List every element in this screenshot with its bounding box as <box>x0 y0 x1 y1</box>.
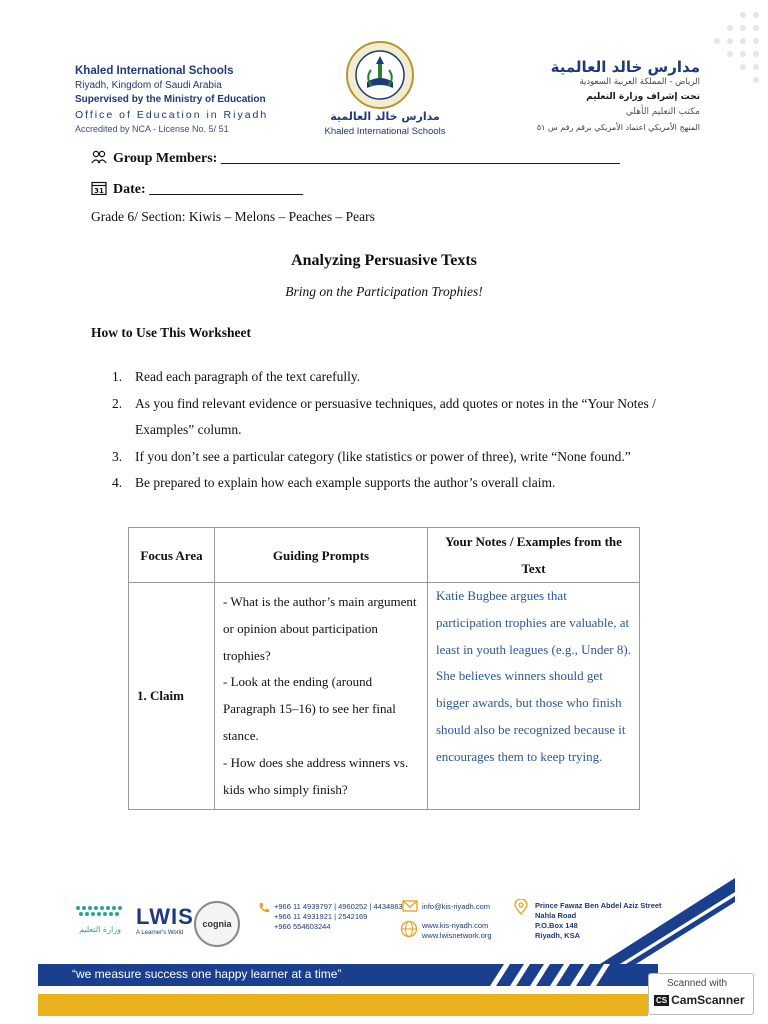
focus-area-cell: 1. Claim <box>129 583 215 810</box>
footer-websites[interactable]: www.kis-riyadh.com www.lwisnetwork.org <box>422 921 492 940</box>
globe-icon <box>400 920 418 938</box>
logo-arabic-name: مدارس خالد العالمية <box>330 110 440 123</box>
office-arabic: مكتب التعليم الأهلي <box>625 107 700 117</box>
analysis-table <box>128 527 640 810</box>
svg-text:31: 31 <box>94 187 104 195</box>
prompt-line: - How does she address winners vs. kids who simply finish? <box>223 754 409 797</box>
list-item: 1. Read each paragraph of the text carefully. <box>112 369 361 384</box>
slogan-bar-stripes <box>470 964 660 986</box>
license-arabic: المنهج الأمريكي اعتماد الأمريكي برقم رقم س ٥١ <box>536 123 700 132</box>
calendar-icon <box>91 181 107 195</box>
school-name-arabic: مدارس خالد العالمية <box>550 58 700 76</box>
svg-text:وزارة التعليم: وزارة التعليم <box>79 925 121 934</box>
footer-address: Prince Fawaz Ben Abdel Aziz Street Nahla Road P.O.Box 148 Riyadh, KSA <box>535 901 662 940</box>
worksheet-title: Analyzing Persuasive Texts <box>291 252 477 269</box>
notes-cell[interactable]: Katie Bugbee argues that participation trophies are valuable, at least in youth leagues (e.g., Under 8). She believes winners should get bigger awards, but those who finish should also be recognized because it encourages them to keep trying. <box>428 583 640 810</box>
prompt-line: - What is the author’s main argument or opinion about participation trophies? <box>223 594 417 663</box>
lwis-logo: LWIS A Learner's World <box>136 904 194 936</box>
school-seal-logo <box>345 40 415 110</box>
ministry-of-education-logo <box>72 902 128 940</box>
date-label: Date: ______________________ <box>113 182 304 197</box>
prompt-line: - Look at the ending (around Paragraph 15–16) to see her final stance. <box>223 674 396 743</box>
grade-section-text: Grade 6/ Section: Kiwis – Melons – Peaches – Pears <box>91 209 375 224</box>
phone-icon <box>258 902 270 914</box>
footer-email[interactable]: info@kis-riyadh.com <box>422 902 491 911</box>
accreditation-text: Accredited by NCA - License No. 5/ 51 <box>75 124 229 134</box>
header-notes: Your Notes / Examples from the Text <box>428 528 640 583</box>
prompts-text <box>223 589 419 803</box>
footer-phones: +966 11 4939797 | 4960252 | 4434863 +966 11 4931921 | 2542169 +966 554603244 <box>274 902 403 931</box>
instruction-list <box>91 364 691 497</box>
table-header-row <box>129 528 640 583</box>
supervision-text: Supervised by the Ministry of Education <box>75 94 266 105</box>
cognia-badge: cognia <box>194 901 240 947</box>
mail-icon <box>402 900 418 912</box>
list-item: 4. Be prepared to explain how each example supports the author’s overall claim. <box>112 475 556 490</box>
table-row <box>129 583 640 810</box>
group-members-line[interactable] <box>91 150 620 167</box>
list-item: 3. If you don’t see a particular category (like statistics or power of three), write “None found.” <box>112 448 631 464</box>
header-focus-area: Focus Area <box>129 528 215 583</box>
school-location: Riyadh, Kingdom of Saudi Arabia <box>75 79 222 91</box>
office-text: Office of Education in Riyadh <box>75 108 269 121</box>
camscanner-text: CS CamScanner <box>656 993 745 1007</box>
camscanner-watermark <box>648 973 754 1015</box>
howto-heading: How to Use This Worksheet <box>91 325 252 340</box>
prompts-cell <box>215 583 428 810</box>
supervision-arabic: تحت إشراف وزارة التعليم <box>586 92 700 102</box>
scanned-with-text: Scanned with <box>667 978 728 989</box>
list-item: 2. As you find relevant evidence or persuasive techniques, add quotes or notes in the “Your Notes / Examples” column. <box>112 395 656 437</box>
slogan-text: “we measure success one happy learner at a time” <box>72 967 342 981</box>
group-icon <box>91 150 107 164</box>
worksheet-subtitle: Bring on the Participation Trophies! <box>285 284 483 299</box>
footer-yellow-bar <box>38 994 648 1016</box>
logo-english-name: Khaled International Schools <box>324 126 446 137</box>
location-arabic: الرياض - المملكة العربية السعودية <box>579 77 700 87</box>
location-pin-icon <box>514 899 528 915</box>
header-left-block <box>75 64 268 137</box>
camscanner-badge-icon: CS <box>656 996 668 1005</box>
header-right-block <box>537 60 700 135</box>
header-guiding-prompts: Guiding Prompts <box>215 528 428 583</box>
group-members-label: Group Members: _________________________________________________________ <box>113 151 620 166</box>
school-name: Khaled International Schools <box>75 65 234 77</box>
date-line[interactable] <box>91 181 303 198</box>
